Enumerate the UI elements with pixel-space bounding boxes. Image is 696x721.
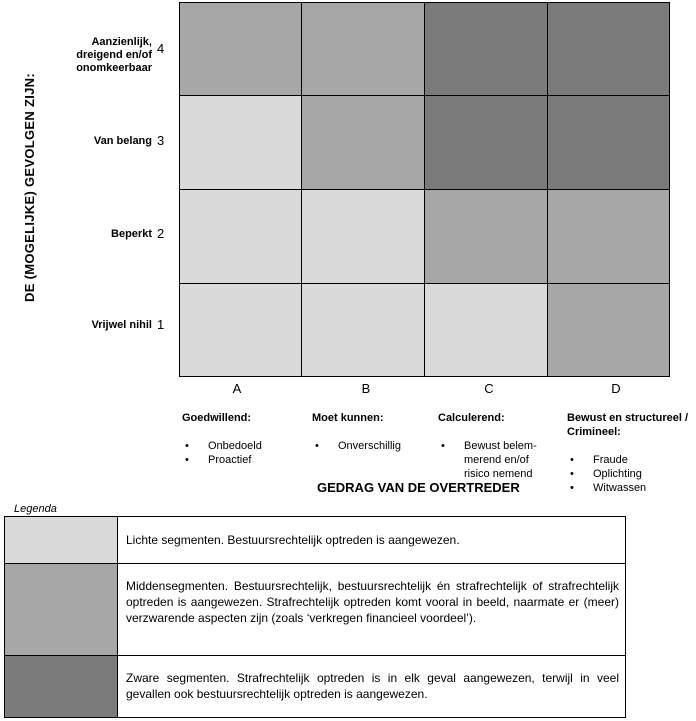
row-label-1: Vrijwel nihil <box>91 319 152 331</box>
legend-title: Legenda <box>14 503 57 515</box>
legend-row-heavy <box>5 656 625 717</box>
list-item: • Witwassen <box>567 481 695 495</box>
legend-row-light <box>5 517 625 564</box>
matrix-cell-1d <box>548 284 669 376</box>
legend-text: Middensegmenten. Bestuursrechtelijk, bestuursrechtelijk én strafrechtelijk of strafrechtelijk optreden is aangewezen. Strafrechtelijk optreden komt vooral in beeld, naarmate er (meer) verzwarende aspecten zijn (zoals ‘verkregen financieel voordeel’). <box>126 579 619 625</box>
matrix-cell-3c <box>425 96 548 190</box>
matrix-cell-4c <box>425 3 548 96</box>
matrix-cell-4d <box>548 3 669 96</box>
row-number-4: 4 <box>157 41 165 56</box>
list-item: • Bewust belem-merend en/of risico nemend <box>438 439 550 481</box>
category-a <box>182 411 302 467</box>
matrix-cell-4b <box>302 3 425 96</box>
category-list <box>182 439 302 467</box>
matrix-cell-1a <box>180 284 302 376</box>
matrix-cell-3b <box>302 96 425 190</box>
column-letter-c: C <box>484 381 494 396</box>
row-number-3: 3 <box>157 133 165 148</box>
matrix-cell-4a <box>180 3 302 96</box>
legend-swatch-light <box>5 517 118 563</box>
legend-text: Zware segmenten. Strafrechtelijk optreden is in elk geval aangewezen, terwijl in veel gevallen ook bestuursrechtelijk optreden is aangewezen. <box>126 671 619 701</box>
legend-swatch-heavy <box>5 656 118 717</box>
column-letter-d: D <box>611 381 621 396</box>
matrix-cell-1b <box>302 284 425 376</box>
category-c <box>438 411 550 481</box>
category-list <box>438 439 550 481</box>
category-title: Goedwillend: <box>182 412 252 424</box>
legend-swatch-medium <box>5 564 118 655</box>
legend-text: Lichte segmenten. Bestuursrechtelijk optreden is aangewezen. <box>126 533 460 547</box>
legend-table <box>4 516 626 718</box>
matrix-cell-2c <box>425 190 548 284</box>
row-label-2: Beperkt <box>111 228 152 240</box>
list-item: • Proactief <box>182 453 302 467</box>
column-letter-a: A <box>232 381 242 396</box>
y-axis-title: DE (MOGELIJKE) GEVOLGEN ZIJN: <box>22 73 37 303</box>
category-b <box>312 411 432 453</box>
category-list <box>567 453 695 495</box>
row-label-3: Van belang <box>93 135 152 147</box>
matrix-cell-3d <box>548 96 669 190</box>
matrix-cell-2b <box>302 190 425 284</box>
category-list <box>312 439 432 453</box>
matrix-cell-1c <box>425 284 548 376</box>
matrix-cell-2a <box>180 190 302 284</box>
category-title: Calculerend: <box>438 412 505 424</box>
category-title: Moet kunnen: <box>312 412 384 424</box>
legend-row-medium <box>5 564 625 656</box>
row-number-2: 2 <box>157 226 165 241</box>
matrix-cell-2d <box>548 190 669 284</box>
x-axis-title: GEDRAG VAN DE OVERTREDER <box>317 480 520 495</box>
list-item: • Onverschillig <box>312 439 432 453</box>
list-item: • Fraude <box>567 453 695 467</box>
matrix-cell-3a <box>180 96 302 190</box>
list-item: • Onbedoeld <box>182 439 302 453</box>
row-label-4: Aanzienlijk, dreigend en/of onomkeerbaar <box>76 36 152 74</box>
category-title: Bewust en structureel / Crimineel: <box>567 412 689 438</box>
row-labels <box>60 0 152 380</box>
column-letter-b: B <box>361 381 371 396</box>
risk-matrix <box>179 2 670 377</box>
row-number-1: 1 <box>157 317 165 332</box>
list-item: • Oplichting <box>567 467 695 481</box>
category-d <box>567 411 695 495</box>
